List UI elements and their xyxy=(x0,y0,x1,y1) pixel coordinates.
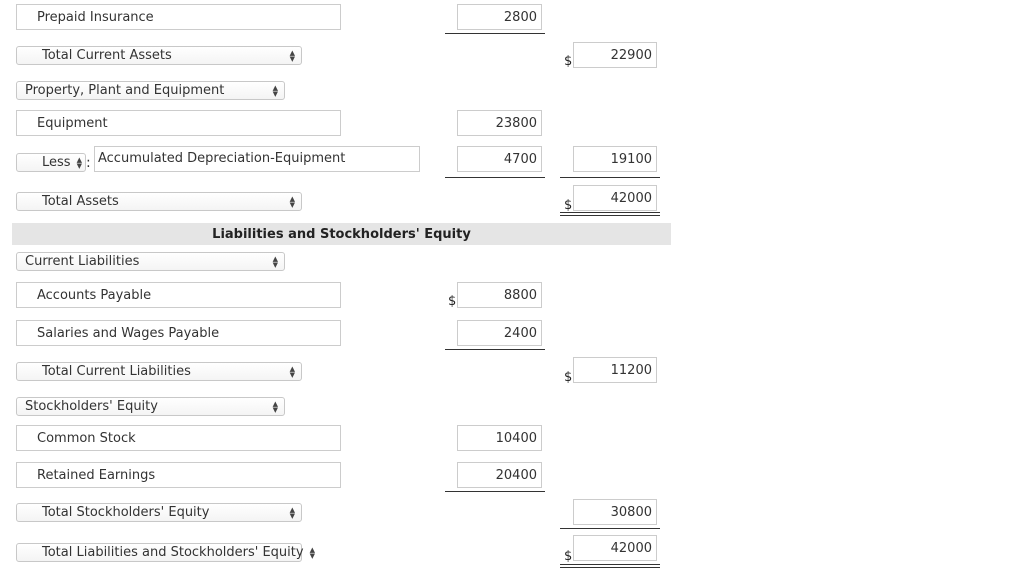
updown-arrows-icon: ▲ ▼ xyxy=(272,399,278,414)
updown-arrows-icon: ▲ ▼ xyxy=(272,254,278,269)
common-stock-field[interactable] xyxy=(16,425,341,451)
total-current-assets-select[interactable] xyxy=(16,46,302,65)
updown-arrows-icon: ▲ ▼ xyxy=(76,155,82,170)
subtotal-rule xyxy=(560,177,660,178)
accounts-payable-label: Accounts Payable xyxy=(37,287,152,303)
common-stock-amount[interactable]: 10400 xyxy=(457,425,542,451)
current-liabilities-label: Current Liabilities xyxy=(25,254,140,269)
current-liabilities-select[interactable] xyxy=(16,252,285,271)
total-liabilities-equity-label: Total Liabilities and Stockholders' Equity xyxy=(42,545,304,560)
total-current-liabilities-amount[interactable]: 11200 xyxy=(573,357,657,383)
updown-arrows-icon: ▲ ▼ xyxy=(289,48,295,63)
ppe-header-select[interactable] xyxy=(16,81,285,100)
liabilities-equity-heading: Liabilities and Stockholders' Equity xyxy=(212,226,471,242)
subtotal-rule xyxy=(445,33,545,34)
currency-sign: $ xyxy=(564,370,573,385)
equipment-label: Equipment xyxy=(37,115,108,131)
subtotal-rule xyxy=(445,177,545,178)
subtotal-rule xyxy=(445,349,545,350)
accounts-payable-amount[interactable]: 8800 xyxy=(457,282,542,308)
total-stockholders-equity-select[interactable] xyxy=(16,503,302,522)
salaries-payable-label: Salaries and Wages Payable xyxy=(37,325,220,341)
ppe-header-label: Property, Plant and Equipment xyxy=(25,83,225,98)
accumulated-depreciation-amount[interactable]: 4700 xyxy=(457,146,542,172)
salaries-payable-amount[interactable]: 2400 xyxy=(457,320,542,346)
colon-separator: : xyxy=(86,155,91,171)
less-select[interactable] xyxy=(16,153,86,172)
total-current-assets-label: Total Current Assets xyxy=(42,48,172,63)
common-stock-label: Common Stock xyxy=(37,430,136,446)
prepaid-insurance-label: Prepaid Insurance xyxy=(37,9,154,25)
total-current-liabilities-label: Total Current Liabilities xyxy=(42,364,191,379)
stockholders-equity-select[interactable] xyxy=(16,397,285,416)
updown-arrows-icon: ▲ ▼ xyxy=(309,545,315,560)
updown-arrows-icon: ▲ ▼ xyxy=(289,364,295,379)
updown-arrows-icon: ▲ ▼ xyxy=(289,194,295,209)
total-double-rule xyxy=(560,212,660,216)
total-current-liabilities-select[interactable] xyxy=(16,362,302,381)
prepaid-insurance-field[interactable] xyxy=(16,4,341,30)
liabilities-equity-banner xyxy=(12,223,671,245)
total-stockholders-equity-label: Total Stockholders' Equity xyxy=(42,505,210,520)
salaries-payable-field[interactable] xyxy=(16,320,341,346)
prepaid-insurance-amount[interactable]: 2800 xyxy=(457,4,542,30)
accumulated-depreciation-field[interactable] xyxy=(94,146,420,172)
updown-arrows-icon: ▲ ▼ xyxy=(289,505,295,520)
total-liabilities-equity-amount[interactable]: 42000 xyxy=(573,535,657,561)
total-current-assets-amount[interactable]: 22900 xyxy=(573,42,657,68)
retained-earnings-field[interactable] xyxy=(16,462,341,488)
total-assets-select[interactable] xyxy=(16,192,302,211)
total-assets-amount[interactable]: 42000 xyxy=(573,185,657,211)
accounts-payable-field[interactable] xyxy=(16,282,341,308)
less-label: Less xyxy=(42,155,71,170)
currency-sign: $ xyxy=(564,54,573,69)
equipment-amount[interactable]: 23800 xyxy=(457,110,542,136)
subtotal-rule xyxy=(445,491,545,492)
currency-sign: $ xyxy=(448,294,457,309)
total-stockholders-equity-amount[interactable]: 30800 xyxy=(573,499,657,525)
currency-sign: $ xyxy=(564,549,573,564)
stockholders-equity-label: Stockholders' Equity xyxy=(25,399,158,414)
total-liabilities-equity-select[interactable] xyxy=(16,543,315,562)
equipment-field[interactable] xyxy=(16,110,341,136)
retained-earnings-amount[interactable]: 20400 xyxy=(457,462,542,488)
retained-earnings-label: Retained Earnings xyxy=(37,467,156,483)
total-assets-label: Total Assets xyxy=(42,194,119,209)
updown-arrows-icon: ▲ ▼ xyxy=(272,83,278,98)
total-double-rule xyxy=(560,564,660,568)
accumulated-depreciation-label: Accumulated Depreciation-Equipment xyxy=(98,151,346,166)
currency-sign: $ xyxy=(564,198,573,213)
subtotal-rule xyxy=(560,528,660,529)
net-equipment-amount[interactable]: 19100 xyxy=(573,146,657,172)
